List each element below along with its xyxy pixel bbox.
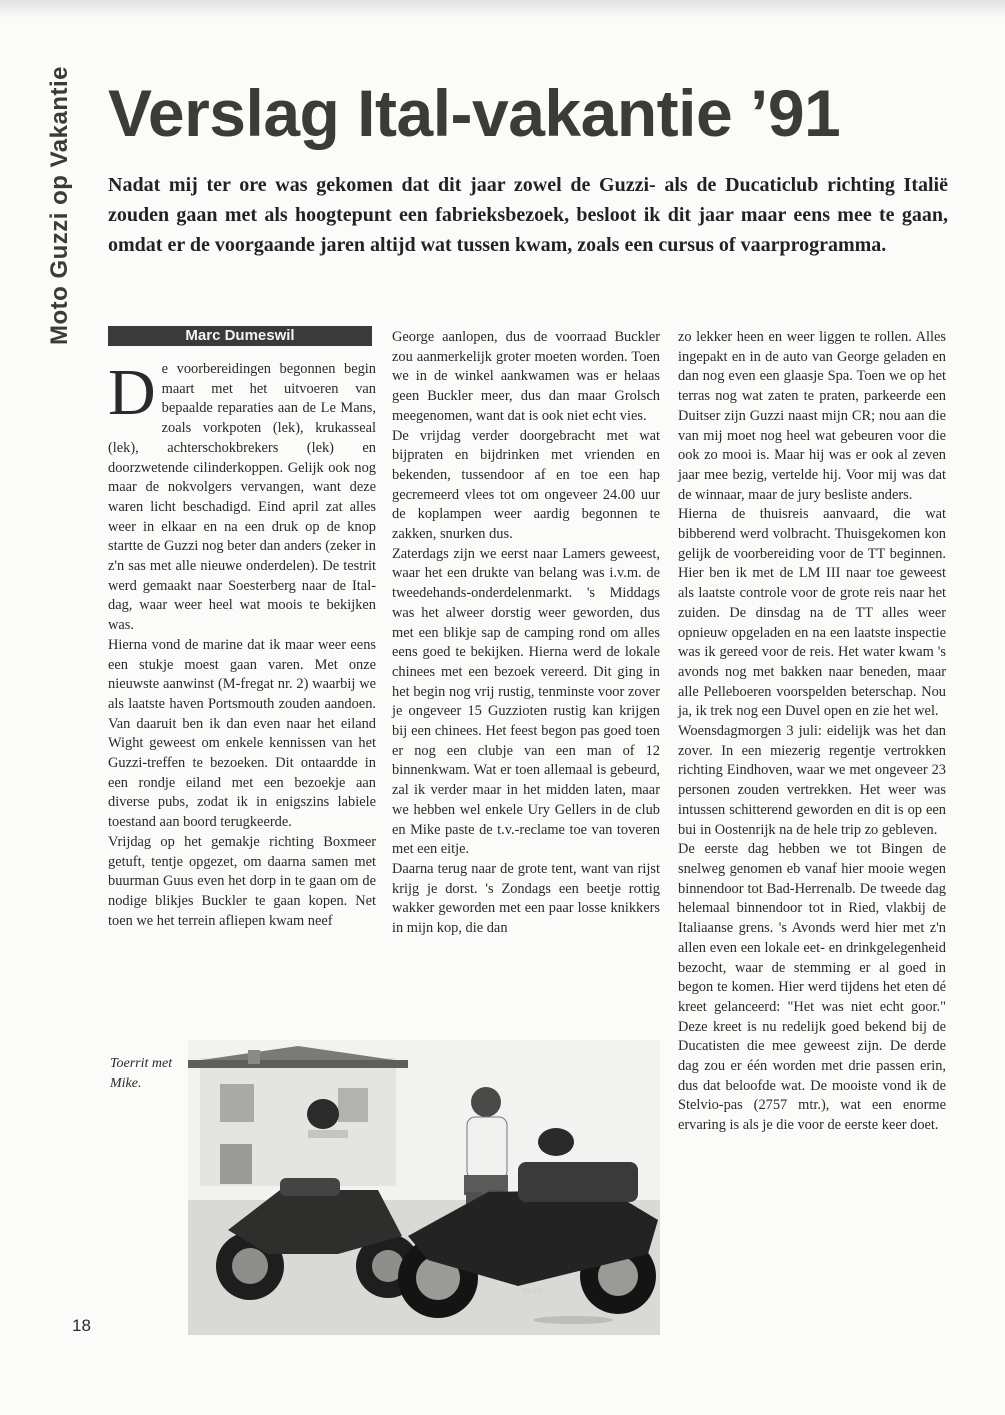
paragraph: George aanlopen, dus de voorraad Buckler zou aanmerkelijk groter moeten worden. Toen we in de winkel aankwamen was er helaas geen Buckler meer, dus dan maar Grolsch meegenomen, want dat is ook niet echt vies. <box>392 329 660 424</box>
paragraph: Hierna de thuisreis aanvaard, die wat bibberend werd volbracht. Thuisgekomen kon gelijk de voorbereiding voor de TT beginnen. Hier ben ik met de LM III naar toe geweest als laatste controle voor de grote reis naar het zuiden. De dinsdag na de TT alles weer opnieuw opgeladen en na een laatste inspectie was ik gereed voor de reis. Het water kwam 's avonds nog met bakken naar beneden, maar alle Pelleboeren voorspelden beterschap. Nou ja, ik trek nog een Duvel open en zie het wel. <box>678 506 946 720</box>
article-intro: Nadat mij ter ore was gekomen dat dit jaar zowel de Guzzi- als de Ducaticlub richting Italië zouden gaan met als hoogtepunt een fabrieksbezoek, besloot ik dit jaar maar eens mee te gaan, omdat er de voorgaande jaren altijd wat tussen kwam, zoals een cursus of vaarprogramma. <box>108 174 948 256</box>
text-column-2 <box>392 328 660 1036</box>
drop-cap: D <box>108 356 156 429</box>
section-label: Moto Guzzi op Vakantie <box>46 65 73 345</box>
text-column-1 <box>108 356 376 1036</box>
motorcycle-photo <box>188 1040 660 1335</box>
paragraph: Hierna vond de marine dat ik maar weer eens een stukje moest gaan varen. Met onze nieuwste aanwinst (M-fregat nr. 2) waarbij we als laatste haven Portsmouth zouden aandoen. Van daaruit ben ik dan even naar het eiland Wight geweest om enkele kennissen van het Guzzi-treffen te bezoeken. Dit ontaardde in een rondje eiland met een bezoekje aan diverse pubs, zodat ik in enigszins labiele toestand aan boord terugkeerde. <box>108 636 376 831</box>
paragraph: De eerste dag hebben we tot Bingen de snelweg genomen eb vanaf hier mooie wegen binnendoor tot Bad-Herrenalb. De tweede dag helemaal binnendoor tot in Ried, vlakbij de Italiaanse grens. 's Avonds werd hier met z'n allen even een lokale eet- en drinkgelegenheid bezocht, waar de stemming er al goed in begon te komen. Hier werd tijdens het eten dé kreet gelanceerd: "Het was niet echt goor." Deze kreet is nu redelijk goed bekend bij de Ducatisten die mee geweest zijn. De derde dag zou er één worden met drie passen erin, dus dat beloofde wat. De mooiste vond ik de Stelvio-pas (2757 mtr.), wat een enorme ervaring is als je die voor de eerste keer doet. <box>678 841 946 1134</box>
paragraph: Woensdagmorgen 3 juli: eidelijk was het dan zover. In een miezerig regentje vertrokken richting Eindhoven, waar we met ongeveer 23 personen zouden vertrekken. Het weer was intussen schitterend geworden en dit is op een bui in Oostenrijk na de hele trip zo gebleven. <box>678 723 946 838</box>
article-title: Verslag Ital-vakantie ’91 <box>108 76 841 150</box>
paragraph: De vrijdag verder doorgebracht met wat bijpraten en bijdrinken met vrienden en bekenden, tussendoor af en toe een hap gecremeerd vlees tot om ongeveer 24.00 uur de koplampen weer aardig begonnen te zakken, snurken dus. <box>392 427 660 543</box>
paragraph: Daarna terug naar de grote tent, want van rijst krijg je dorst. 's Zondags een beetje rottig wakker geworden met een paar losse knikkers in mijn kop, die dan <box>392 860 660 937</box>
author-byline: Marc Dumeswil <box>185 327 295 344</box>
motorcycle-photo-illustration <box>188 1040 660 1335</box>
bike-label: Mont <box>522 1286 543 1296</box>
paragraph: zo lekker heen en weer liggen te rollen. Alles ingepakt en in de auto van George geladen en dan nog even een glaasje Spa. Toen we op het terras nog wat zaten te praten, parkeerde een Duitser zijn Guzzi naast mijn CR; nou aan die van mij moet nog heel wat gebeuren voor die ook zo mooi is. Maar hij was er ook al zeven jaar mee bezig, vertelde hij. Voor mij was dat de winnaar, maar de jury besliste anders. <box>678 329 946 503</box>
page-top-shade <box>0 0 1005 18</box>
photo-caption: Toerrit met Mike. <box>110 1056 173 1091</box>
paragraph <box>108 356 376 636</box>
page-number: 18 <box>72 1316 91 1335</box>
text-column-3 <box>678 328 946 1346</box>
paragraph-text: e voorbereidingen begonnen begin maart met het uitvoeren van bepaalde reparaties aan de Le Mans, zoals vorkpoten (lek), krukasseal (lek), achterschokbrekers (lek) en doorzwetende cilinderkoppen. Gelijk ook nog maar de nokvolgers vervangen, want deze waren licht beschadigd. Eind april zat alles weer in elkaar en na een druk op de knop startte de Guzzi nog beter dan anders (zeker in z'n sas met alle nieuwe onderdelen). De testrit werd gemaakt naar Soesterberg naar de Ital-dag, waar weer heel wat moois te bekijken was. <box>108 361 376 634</box>
paragraph: Zaterdags zijn we eerst naar Lamers geweest, waar het een drukte van belang was i.v.m. de tweedehands-onderdelenmarkt. 's Middags was het alweer dorstig weer geworden, dus met een blikje sap de camping rond om alles eens goed te bekijken. Hierna werd de lokale chinees met een bezoek vereerd. Dit ging in het begin nog vrij rustig, tenminste voor zover je ongeveer 15 Guzzioten rustig kan krijgen bij een chinees. Het feest begon pas goed toen er nog een clubje van een man of 12 binnenkwam. Wat er toen allemaal is gebeurd, zal ik verder maar in het midden laten, maar we hebben wel enkele Ury Gellers in de club en Mike paste de t.v.-reclame toe van toveren met een eitje. <box>392 545 660 858</box>
paragraph: Vrijdag op het gemakje richting Boxmeer getuft, tentje opgezet, om daarna samen met buurman Guus even het dorp in te gaan om de nodige blikjes Buckler te gaan kopen. Net toen we het terrein afliepen kwam neef <box>108 833 376 929</box>
